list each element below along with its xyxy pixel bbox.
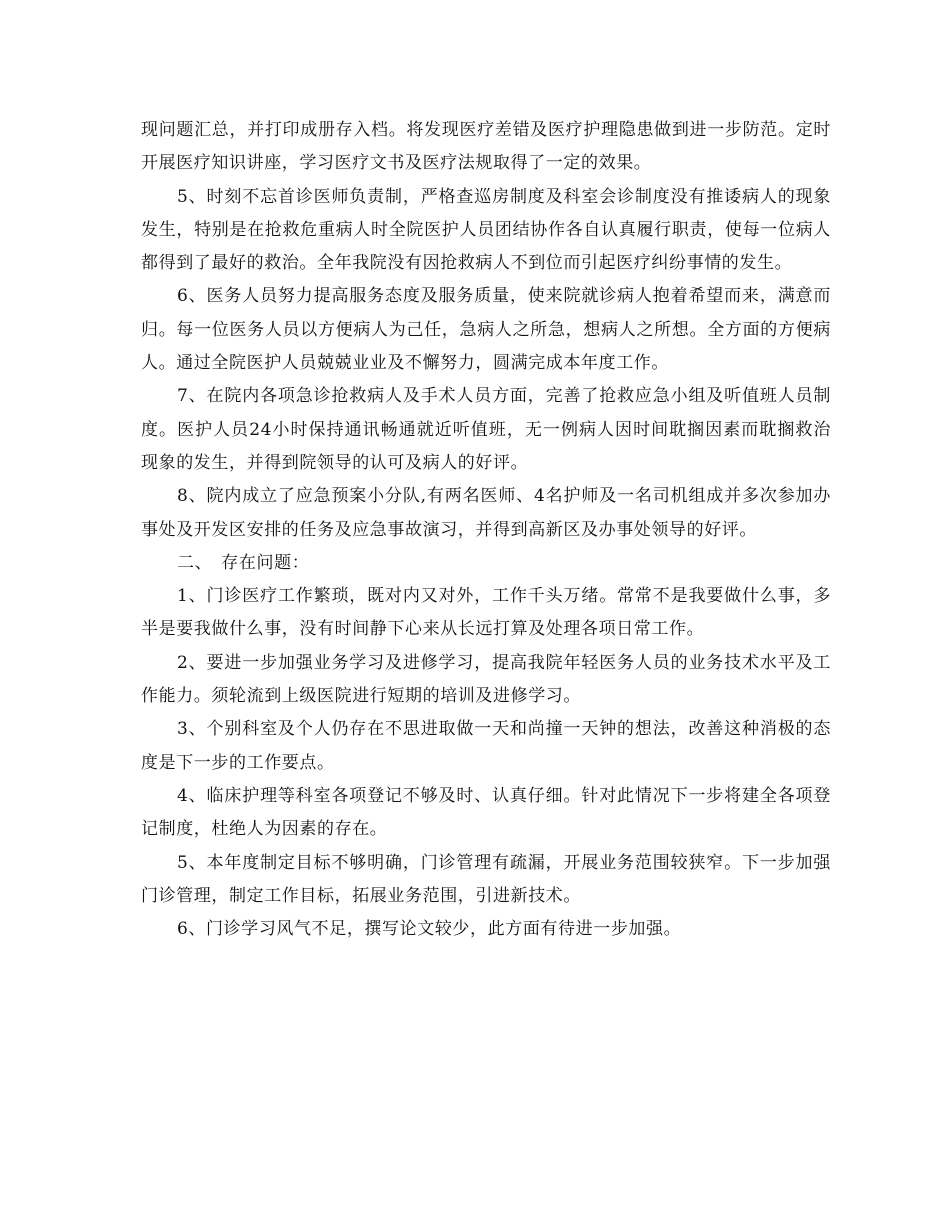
- paragraph-item-7: 7、在院内各项急诊抢救病人及手术人员方面，完善了抢救应急小组及听值班人员制度。医护人员24小时保持通讯畅通就近听值班，无一例病人因时间耽搁因素而耽搁救治现象的发生，并得到院领导的认可及病人的好评。: [141, 386, 831, 473]
- section-heading-problems: 二、 存在问题：: [177, 552, 310, 573]
- problem-item-3: 3、个别科室及个人仍存在不思进取做一天和尚撞一天钟的想法，改善这种消极的态度是下一步的工作要点。: [141, 719, 831, 773]
- paragraph-item-8: 8、院内成立了应急预案小分队,有两名医师、4名护师及一名司机组成并多次参加办事处及开发区安排的任务及应急事故演习，并得到高新区及办事处领导的好评。: [141, 486, 831, 540]
- problem-item-5: 5、本年度制定目标不够明确，门诊管理有疏漏，开展业务范围较狭窄。下一步加强门诊管理，制定工作目标，拓展业务范围，引进新技术。: [141, 852, 831, 906]
- document-body: [141, 114, 831, 946]
- paragraph-item-5: 5、时刻不忘首诊医师负责制，严格查巡房制度及科室会诊制度没有推诿病人的现象发生，特别是在抢救危重病人时全院医护人员团结协作各自认真履行职责，使每一位病人都得到了最好的救治。全年我院没有因抢救病人不到位而引起医疗纠纷事情的发生。: [141, 186, 831, 274]
- problem-item-4: 4、临床护理等科室各项登记不够及时、认真仔细。针对此情况下一步将建全各项登记制度，杜绝人为因素的存在。: [141, 785, 831, 840]
- problem-item-1: 1、门诊医疗工作繁琐，既对内又对外，工作千头万绪。常常不是我要做什么事，多半是要我做什么事，没有时间静下心来从长远打算及处理各项日常工作。: [141, 586, 831, 640]
- paragraph-continuation: 现问题汇总，并打印成册存入档。将发现医疗差错及医疗护理隐患做到进一步防范。定时开展医疗知识讲座，学习医疗文书及医疗法规取得了一定的效果。: [141, 120, 831, 174]
- problem-item-6: 6、门诊学习风气不足，撰写论文较少，此方面有待进一步加强。: [177, 919, 682, 940]
- paragraph-item-6: 6、医务人员努力提高服务态度及服务质量，使来院就诊病人抱着希望而来，满意而归。每一位医务人员以方便病人为己任，急病人之所急，想病人之所想。全方面的方便病人。通过全院医护人员兢兢业业及不懈努力，圆满完成本年度工作。: [141, 286, 831, 374]
- problem-item-2: 2、要进一步加强业务学习及进修学习，提高我院年轻医务人员的业务技术水平及工作能力。须轮流到上级医院进行短期的培训及进修学习。: [141, 652, 831, 707]
